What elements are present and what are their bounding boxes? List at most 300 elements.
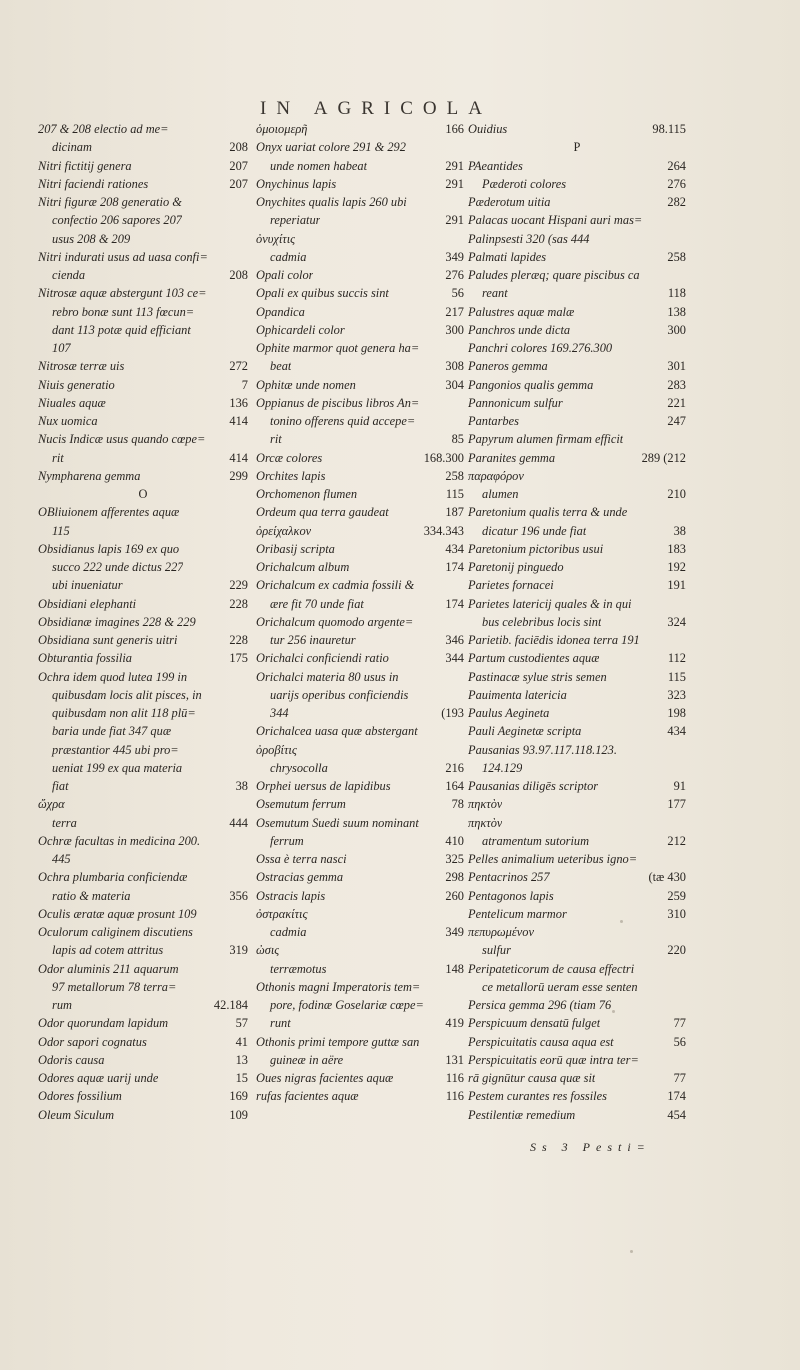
index-entry <box>468 996 686 1014</box>
signature-catchword: Ss 3 Pesti= <box>530 1140 651 1154</box>
index-entry <box>256 795 464 813</box>
index-entry <box>256 284 464 302</box>
entry-text: Palacas uocant Hispani auri mas= <box>468 213 643 228</box>
index-entry <box>256 722 464 740</box>
index-entry <box>38 759 248 777</box>
entry-text: O <box>138 487 148 501</box>
entry-text: Oculis æratæ aquæ prosunt 109 <box>38 906 197 921</box>
entry-text: Nitrosæ terræ uis <box>38 359 125 374</box>
index-entry <box>468 321 686 339</box>
index-entry <box>468 832 686 850</box>
entry-text: Nux uomica <box>38 414 98 428</box>
index-entry <box>468 357 686 375</box>
entry-page-number: 259 <box>667 888 686 903</box>
entry-text: 107 <box>52 341 71 355</box>
entry-text: 97 metallorum 78 terra= <box>52 979 177 994</box>
entry-text: quibusdam locis alit pisces, in <box>52 687 202 702</box>
index-entry <box>468 741 686 759</box>
index-entry <box>256 376 464 394</box>
entry-page-number: 247 <box>667 414 686 428</box>
index-entry <box>256 503 464 521</box>
entry-text: Oribasij scripta <box>256 541 335 556</box>
index-entry <box>468 850 686 868</box>
entry-text: 207 & 208 electio ad me= <box>38 122 169 136</box>
entry-text: Obturantia fossilia <box>38 651 132 666</box>
entry-text: præstantior 445 ubi pro= <box>52 742 179 757</box>
entry-text: Oleum Siculum <box>38 1107 115 1122</box>
entry-text: Oculorum caliginem discutiens <box>38 925 193 939</box>
entry-page-number: 174 <box>445 596 464 611</box>
entry-text: Orchites lapis <box>256 468 326 483</box>
index-entry <box>256 850 464 868</box>
index-entry <box>468 394 686 412</box>
entry-page-number: 136 <box>229 395 248 410</box>
index-entry <box>468 814 686 832</box>
index-entry <box>256 595 464 613</box>
index-entry <box>468 540 686 558</box>
index-entry <box>256 704 464 722</box>
entry-text: Paranites gemma <box>468 450 556 465</box>
entry-page-number: 228 <box>229 633 248 647</box>
index-entry <box>468 376 686 394</box>
entry-text: Ostracis lapis <box>256 888 326 903</box>
entry-page-number: 210 <box>667 487 686 501</box>
entry-page-number: 208 <box>229 140 248 155</box>
index-entry <box>256 741 464 759</box>
entry-page-number: 85 <box>451 432 464 447</box>
index-entry <box>38 467 248 485</box>
index-entry <box>468 175 686 193</box>
entry-page-number: 41 <box>235 1034 248 1049</box>
entry-text: Odor quorundam lapidum <box>38 1016 169 1031</box>
entry-text: Pannonicum sulfur <box>468 395 563 410</box>
entry-text: Oues nigras facientes aquæ <box>256 1071 394 1085</box>
entry-text: Pausanias 93.97.117.118.123. <box>468 742 617 757</box>
entry-page-number: 15 <box>235 1071 248 1085</box>
entry-page-number: 283 <box>667 377 686 392</box>
entry-page-number: 115 <box>445 487 464 501</box>
index-entry <box>256 649 464 667</box>
entry-page-number: 454 <box>667 1107 686 1122</box>
index-entry <box>468 978 686 996</box>
index-entry <box>38 193 248 211</box>
entry-text: Paulus Aegineta <box>468 706 550 720</box>
entry-text: Nitrosæ aquæ abstergunt 103 ce= <box>38 286 207 301</box>
entry-page-number: 419 <box>445 1016 464 1031</box>
index-entry <box>256 887 464 905</box>
entry-page-number: 131 <box>445 1052 464 1067</box>
index-entry <box>468 467 686 485</box>
entry-text: Niuis generatio <box>38 377 115 392</box>
index-entry <box>38 722 248 740</box>
entry-text: Osemutum Suedi suum nominant <box>256 815 419 830</box>
index-entry <box>256 540 464 558</box>
entry-page-number: 166 <box>445 122 464 136</box>
index-entry <box>468 631 686 649</box>
index-entry <box>38 503 248 521</box>
entry-text: 344 <box>270 706 289 720</box>
entry-text: tur 256 inauretur <box>270 633 356 647</box>
entry-page-number: 42.184 <box>213 998 248 1012</box>
entry-text: Papyrum alumen firmam efficit <box>468 432 624 447</box>
entry-page-number: 208 <box>229 268 248 282</box>
entry-page-number: 191 <box>667 578 686 593</box>
entry-page-number: 434 <box>445 541 464 556</box>
index-entry <box>468 777 686 795</box>
entry-page-number: 228 <box>229 596 248 611</box>
entry-text: usus 208 & 209 <box>52 231 131 246</box>
index-entry <box>468 1087 686 1105</box>
index-entry <box>38 631 248 649</box>
index-entry <box>38 649 248 667</box>
index-entry <box>38 1106 248 1124</box>
entry-page-number: 276 <box>667 176 686 191</box>
entry-text: tonino offerens quid accepe= <box>270 414 416 428</box>
index-entry <box>38 704 248 722</box>
entry-text: Opandica <box>256 304 305 319</box>
index-entry <box>256 1069 464 1087</box>
index-entry <box>38 266 248 284</box>
index-entry <box>256 522 464 540</box>
entry-text: Nitri fictitij genera <box>38 158 132 173</box>
index-entry <box>468 558 686 576</box>
entry-text: Orichalcum album <box>256 560 350 574</box>
index-entry <box>256 613 464 631</box>
index-entry <box>468 248 686 266</box>
index-entry <box>256 175 464 193</box>
entry-text: fiat <box>52 779 69 793</box>
index-entry <box>38 412 248 430</box>
entry-text: Perspicuum densatū fulget <box>468 1016 601 1031</box>
entry-text: guineæ in aëre <box>270 1052 344 1067</box>
entry-text: uarijs operibus conficiendis <box>270 687 409 702</box>
entry-text: Paretonij pinguedo <box>468 560 564 574</box>
index-entry <box>256 905 464 923</box>
entry-text: παραφόρον <box>468 468 524 483</box>
index-entry <box>256 449 464 467</box>
index-entry <box>38 211 248 229</box>
index-entry <box>256 157 464 175</box>
entry-text: ὠσις <box>256 943 280 958</box>
index-entry <box>38 923 248 941</box>
entry-text: Nitri figuræ 208 generatio & <box>38 195 182 209</box>
index-entry <box>38 339 248 357</box>
index-entry <box>256 631 464 649</box>
index-entry <box>256 832 464 850</box>
entry-text: Perspicuitatis causa aqua est <box>468 1034 614 1049</box>
entry-page-number: 192 <box>667 560 686 574</box>
entry-text: Obsidianus lapis 169 ex quo <box>38 541 180 556</box>
entry-text: ὀροβίτις <box>256 742 297 757</box>
index-entry <box>38 850 248 868</box>
entry-text: Onyx uariat colore 291 & 292 <box>256 140 406 155</box>
index-entry <box>256 193 464 211</box>
entry-text: 124.129 <box>482 760 523 775</box>
entry-text: 115 <box>52 523 70 538</box>
entry-page-number: 444 <box>229 815 248 830</box>
index-entry <box>38 248 248 266</box>
entry-text: Parietes fornacei <box>468 578 554 593</box>
index-entry <box>38 303 248 321</box>
entry-text: Orchomenon flumen <box>256 487 358 501</box>
index-entry <box>468 887 686 905</box>
entry-text: Othonis magni Imperatoris tem= <box>256 979 421 994</box>
entry-text: quibusdam non alit 118 plū= <box>52 706 196 720</box>
entry-page-number: 56 <box>451 286 464 301</box>
index-entry <box>256 686 464 704</box>
entry-page-number: 118 <box>667 286 686 301</box>
entry-page-number: 174 <box>667 1089 686 1104</box>
entry-text: Pelles animalium ueteribus igno= <box>468 852 638 866</box>
index-entry <box>468 449 686 467</box>
entry-text: Paludes pleræq; quare piscibus ca <box>468 268 640 282</box>
index-entry <box>38 887 248 905</box>
index-column-3 <box>468 120 686 1124</box>
entry-text: Pestilentiæ remedium <box>468 1107 576 1122</box>
entry-text: ce metallorū ueram esse senten <box>482 979 638 994</box>
running-header: IN AGRICOLA <box>260 98 492 119</box>
index-entry <box>468 759 686 777</box>
entry-text: Opali ex quibus succis sint <box>256 286 389 301</box>
index-entry <box>468 576 686 594</box>
index-entry <box>256 1087 464 1105</box>
entry-text: Pausanias diligēs scriptor <box>468 779 599 793</box>
entry-page-number: 112 <box>667 651 686 666</box>
entry-page-number: 299 <box>229 468 248 483</box>
index-entry <box>38 284 248 302</box>
entry-page-number: 346 <box>445 633 464 647</box>
entry-text: dicinam <box>52 140 92 155</box>
entry-text: Paneros gemma <box>468 359 548 374</box>
entry-text: baria unde fiat 347 quæ <box>52 724 172 739</box>
index-entry <box>256 357 464 375</box>
entry-text: cadmia <box>270 925 307 939</box>
entry-page-number: 56 <box>673 1034 686 1049</box>
paper-spot <box>612 1010 615 1013</box>
entry-page-number: 91 <box>673 779 686 793</box>
index-entry <box>256 485 464 503</box>
index-entry <box>468 1033 686 1051</box>
index-entry <box>38 120 248 138</box>
entry-text: runt <box>270 1016 291 1031</box>
entry-page-number: (tæ 430 <box>648 870 686 885</box>
entry-text: Palustres aquæ malæ <box>468 304 575 319</box>
entry-text: Orichalci materia 80 usus in <box>256 669 399 684</box>
entry-page-number: 216 <box>445 760 464 775</box>
index-entry <box>38 157 248 175</box>
entry-text: Ordeum qua terra gaudeat <box>256 505 389 520</box>
entry-text: Odores aquæ uarij unde <box>38 1071 159 1085</box>
entry-text: reperiatur <box>270 213 321 228</box>
index-entry <box>38 814 248 832</box>
entry-text: beat <box>270 359 292 374</box>
entry-text: succo 222 unde dictus 227 <box>52 560 184 574</box>
entry-text: Panchri colores 169.276.300 <box>468 341 613 355</box>
entry-page-number: 38 <box>235 779 248 793</box>
index-column-2 <box>256 120 464 1106</box>
entry-text: cadmia <box>270 249 307 264</box>
entry-page-number: 77 <box>673 1071 686 1085</box>
entry-page-number: 198 <box>667 706 686 720</box>
entry-text: rit <box>52 450 64 465</box>
entry-text: dicatur 196 unde fiat <box>482 523 587 538</box>
index-entry <box>256 668 464 686</box>
entry-text: Pentagonos lapis <box>468 888 554 903</box>
entry-text: reant <box>482 286 508 301</box>
index-entry <box>256 412 464 430</box>
entry-page-number: 410 <box>445 833 464 848</box>
entry-page-number: 260 <box>445 888 464 903</box>
entry-text: Obsidianæ imagines 228 & 229 <box>38 614 196 629</box>
index-entry <box>256 759 464 777</box>
entry-page-number: 98.115 <box>652 122 686 136</box>
entry-text: Ostracias gemma <box>256 870 344 885</box>
entry-text: Pæderotum uitia <box>468 195 551 209</box>
entry-text: Ouidius <box>468 122 508 136</box>
entry-text: Partum custodientes aquæ <box>468 651 600 666</box>
entry-text: pore, fodinæ Goselariæ cœpe= <box>270 998 424 1012</box>
index-entry <box>468 1051 686 1069</box>
entry-text: Paretonium qualis terra & unde <box>468 505 628 520</box>
index-entry <box>38 230 248 248</box>
entry-page-number: 349 <box>445 249 464 264</box>
entry-text: Pantarbes <box>468 414 519 428</box>
index-entry <box>256 558 464 576</box>
entry-text: Orichalcum quomodo argente= <box>256 614 414 629</box>
entry-page-number: 414 <box>229 414 248 428</box>
index-entry <box>468 722 686 740</box>
entry-text: Parietes latericij quales & in qui <box>468 596 632 611</box>
index-entry <box>468 412 686 430</box>
entry-text: confectio 206 sapores 207 <box>52 213 182 228</box>
entry-page-number: 7 <box>241 377 248 392</box>
entry-text: cienda <box>52 268 86 282</box>
entry-text: Orcæ colores <box>256 450 323 465</box>
index-entry <box>468 923 686 941</box>
entry-text: ueniat 199 ex qua materia <box>52 760 183 775</box>
entry-page-number: 323 <box>667 687 686 702</box>
entry-page-number: 319 <box>229 943 248 958</box>
entry-page-number: 300 <box>445 322 464 337</box>
entry-page-number: 177 <box>667 797 686 812</box>
entry-page-number: 308 <box>445 359 464 374</box>
entry-page-number: 325 <box>445 852 464 866</box>
index-entry <box>38 741 248 759</box>
entry-text: Obsidiana sunt generis uitri <box>38 633 178 647</box>
entry-text: P <box>573 140 581 155</box>
entry-text: Nucis Indicæ usus quando cœpe= <box>38 432 206 447</box>
index-entry <box>38 321 248 339</box>
index-entry <box>468 339 686 357</box>
entry-text: rum <box>52 998 72 1012</box>
index-entry <box>468 485 686 503</box>
entry-page-number: 289 (212 <box>641 450 686 465</box>
index-entry <box>256 303 464 321</box>
index-entry <box>468 704 686 722</box>
entry-page-number: 229 <box>229 578 248 593</box>
entry-page-number: 272 <box>229 359 248 374</box>
index-entry <box>38 430 248 448</box>
index-entry <box>468 266 686 284</box>
entry-page-number: 344 <box>445 651 464 666</box>
entry-text: Pentacrinos 257 <box>468 870 550 885</box>
entry-page-number: 301 <box>667 359 686 374</box>
index-entry <box>38 1033 248 1051</box>
entry-text: Paretonium pictoribus usui <box>468 541 604 556</box>
entry-text: Opali color <box>256 268 314 282</box>
entry-text: Obsidiani elephanti <box>38 596 137 611</box>
entry-text: rufas facientes aquæ <box>256 1089 359 1104</box>
entry-text: Peripateticorum de causa effectri <box>468 961 635 976</box>
index-entry <box>38 576 248 594</box>
entry-page-number: 13 <box>235 1052 248 1067</box>
entry-page-number: 298 <box>445 870 464 885</box>
entry-page-number: 148 <box>445 961 464 976</box>
index-entry <box>468 522 686 540</box>
entry-text: Odoris causa <box>38 1052 105 1067</box>
index-entry <box>468 795 686 813</box>
index-entry <box>256 1051 464 1069</box>
index-entry <box>256 814 464 832</box>
entry-text: Ochræ facultas in medicina 200. <box>38 833 201 848</box>
entry-text: Oppianus de piscibus libros An= <box>256 395 420 410</box>
entry-page-number: 115 <box>667 669 686 684</box>
entry-text: ære fit 70 unde fiat <box>270 596 364 611</box>
entry-text: Ossa è terra nasci <box>256 852 347 866</box>
index-entry <box>38 485 248 503</box>
index-entry <box>38 941 248 959</box>
entry-page-number: 334.343 <box>423 523 464 538</box>
index-entry <box>38 558 248 576</box>
entry-text: ubi inueniatur <box>52 578 123 593</box>
entry-text: ferrum <box>270 833 304 848</box>
entry-text: Ophicardeli color <box>256 322 345 337</box>
entry-text: Palmati lapides <box>468 249 547 264</box>
entry-text: Orphei uersus de lapidibus <box>256 779 391 793</box>
entry-text: unde nomen habeat <box>270 158 368 173</box>
index-entry <box>256 941 464 959</box>
entry-page-number: 207 <box>229 158 248 173</box>
index-entry <box>468 1106 686 1124</box>
entry-page-number: 109 <box>229 1107 248 1122</box>
index-entry <box>468 941 686 959</box>
index-entry <box>38 686 248 704</box>
index-entry <box>38 996 248 1014</box>
index-entry <box>38 777 248 795</box>
index-entry <box>38 175 248 193</box>
index-entry <box>468 905 686 923</box>
entry-page-number: 282 <box>667 195 686 209</box>
index-entry <box>38 522 248 540</box>
entry-text: Osemutum ferrum <box>256 797 346 812</box>
index-entry <box>38 668 248 686</box>
index-entry <box>38 540 248 558</box>
entry-text: Pangonios qualis gemma <box>468 377 594 392</box>
entry-text: Pastinacæ sylue stris semen <box>468 669 607 684</box>
entry-text: terræmotus <box>270 961 327 976</box>
index-entry <box>38 376 248 394</box>
index-entry <box>468 595 686 613</box>
index-entry <box>256 868 464 886</box>
entry-text: rā gignūtur causa quæ sit <box>468 1071 596 1085</box>
entry-text: Orichalcum ex cadmia fossili & <box>256 578 415 593</box>
paper-spot <box>630 1250 633 1253</box>
entry-page-number: 304 <box>445 377 464 392</box>
index-entry <box>256 467 464 485</box>
entry-text: πηκτὸν <box>468 797 503 812</box>
index-entry <box>468 649 686 667</box>
entry-text: Niuales aquæ <box>38 395 106 410</box>
